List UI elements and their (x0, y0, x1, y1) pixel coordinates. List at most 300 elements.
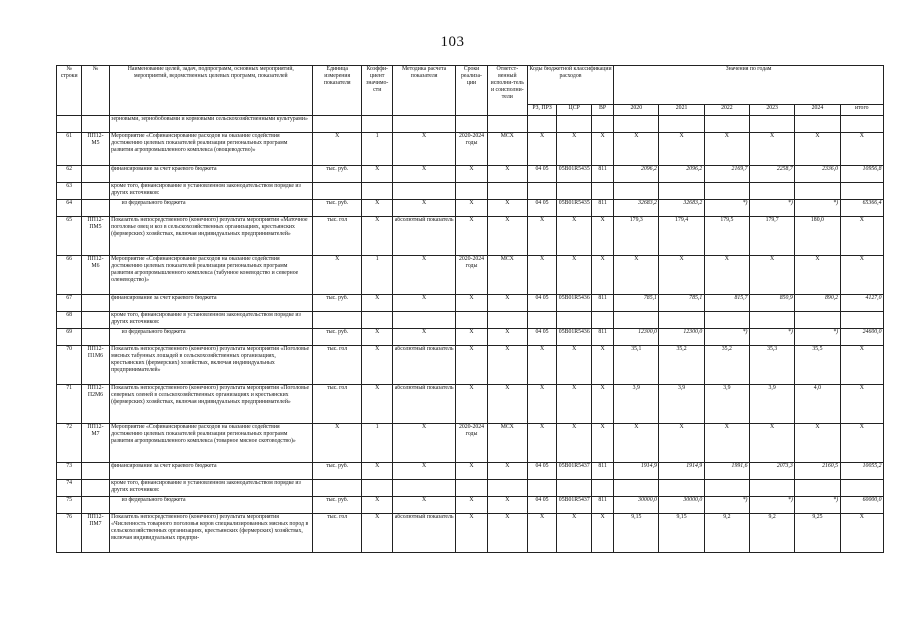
cell-responsible: X (487, 217, 527, 256)
cell-total (840, 312, 883, 329)
cell-term: X (456, 329, 488, 346)
cell-vr: 811 (592, 200, 614, 217)
cell-2023 (750, 312, 795, 329)
cell-row-number: 70 (57, 346, 82, 385)
cell-rz: X (527, 133, 556, 166)
header-values-by-year: Значения по годам (614, 66, 884, 105)
cell-2020: 1914,9 (614, 463, 659, 480)
cell-rz: X (527, 217, 556, 256)
cell-2020: 785,1 (614, 295, 659, 312)
cell-2020: 9,15 (614, 514, 659, 553)
cell-2023: 2258,7 (750, 166, 795, 183)
table-row (57, 480, 884, 497)
cell-method: X (393, 200, 456, 217)
cell-responsible: МСХ (487, 133, 527, 166)
cell-2021: 32683,2 (659, 200, 704, 217)
cell-csr: 05В01R5435 (557, 200, 592, 217)
header-year-2023: 2023 (750, 105, 795, 116)
cell-rz: X (527, 256, 556, 295)
cell-2023: 2073,3 (750, 463, 795, 480)
cell-2021: X (659, 424, 704, 463)
cell-csr (557, 312, 592, 329)
cell-code: ПП12-П1М6 (82, 346, 109, 385)
cell-code (82, 312, 109, 329)
cell-rz: 04 05 (527, 166, 556, 183)
cell-row-number: 65 (57, 217, 82, 256)
cell-method: X (393, 295, 456, 312)
cell-name: зерновыми, зернобобовыми и кормовыми сельскохозяйственными культурами» (109, 116, 312, 133)
cell-code (82, 329, 109, 346)
cell-2020: 179,3 (614, 217, 659, 256)
cell-unit: тыс. гол (312, 514, 362, 553)
cell-2023: 850,9 (750, 295, 795, 312)
table-row (57, 256, 884, 295)
cell-unit (312, 183, 362, 200)
table-body (57, 116, 884, 553)
table-row (57, 217, 884, 256)
cell-csr: X (557, 256, 592, 295)
cell-row-number (57, 116, 82, 133)
cell-total: 60000,0 (840, 497, 883, 514)
cell-2021: X (659, 133, 704, 166)
cell-vr: 811 (592, 463, 614, 480)
cell-coefficient (362, 480, 393, 497)
cell-2023: X (750, 424, 795, 463)
cell-name: финансирование за счет краевого бюджета (109, 295, 312, 312)
table-header (57, 66, 884, 116)
cell-method: абсолютный показатель (393, 385, 456, 424)
cell-name: из федерального бюджета (109, 497, 312, 514)
table-row (57, 346, 884, 385)
cell-code: ПП12-М6 (82, 256, 109, 295)
cell-coefficient: X (362, 497, 393, 514)
header-coefficient: Коэффи-циент значимо-сти (362, 66, 393, 116)
cell-coefficient: 1 (362, 424, 393, 463)
table-row (57, 166, 884, 183)
cell-2021: 2096,2 (659, 166, 704, 183)
cell-2023: *) (750, 329, 795, 346)
cell-2022: X (704, 424, 749, 463)
cell-vr: X (592, 256, 614, 295)
cell-unit: тыс. руб. (312, 329, 362, 346)
header-year-2020: 2020 (614, 105, 659, 116)
cell-code (82, 166, 109, 183)
cell-2022: 1991,6 (704, 463, 749, 480)
cell-2023: 179,7 (750, 217, 795, 256)
cell-2020: X (614, 133, 659, 166)
cell-2021 (659, 480, 704, 497)
cell-csr: 05В01R5437 (557, 463, 592, 480)
cell-total: 10055,2 (840, 463, 883, 480)
cell-vr: X (592, 133, 614, 166)
cell-responsible (487, 116, 527, 133)
cell-unit: тыс. руб. (312, 166, 362, 183)
cell-vr: X (592, 217, 614, 256)
cell-2022 (704, 312, 749, 329)
cell-coefficient: X (362, 217, 393, 256)
header-rz: РЗ, ПРЗ (527, 105, 556, 116)
cell-row-number: 62 (57, 166, 82, 183)
cell-total: X (840, 256, 883, 295)
cell-2022 (704, 183, 749, 200)
cell-2021 (659, 183, 704, 200)
header-code: № (82, 66, 109, 116)
cell-term: 2020-2024 годы (456, 424, 488, 463)
cell-responsible: X (487, 346, 527, 385)
cell-rz: 04 05 (527, 295, 556, 312)
cell-2024: 180,0 (795, 217, 840, 256)
cell-code (82, 183, 109, 200)
cell-row-number: 67 (57, 295, 82, 312)
cell-rz: 04 05 (527, 329, 556, 346)
cell-2022: 35,2 (704, 346, 749, 385)
cell-row-number: 69 (57, 329, 82, 346)
cell-2021: 9,15 (659, 514, 704, 553)
cell-total: X (840, 385, 883, 424)
cell-term: 2020-2024 годы (456, 133, 488, 166)
cell-code: ПП12-ПМ7 (82, 514, 109, 553)
cell-term (456, 312, 488, 329)
cell-2023: *) (750, 200, 795, 217)
cell-total: X (840, 514, 883, 553)
cell-rz: X (527, 385, 556, 424)
cell-2020 (614, 116, 659, 133)
cell-2024 (795, 312, 840, 329)
header-unit: Единица измерения показателя (312, 66, 362, 116)
cell-2020: 35,1 (614, 346, 659, 385)
cell-2024: 2160,5 (795, 463, 840, 480)
cell-total: X (840, 346, 883, 385)
cell-vr: X (592, 424, 614, 463)
cell-vr: X (592, 346, 614, 385)
table-row (57, 497, 884, 514)
cell-2024: 9,25 (795, 514, 840, 553)
cell-vr: 811 (592, 497, 614, 514)
cell-vr: X (592, 385, 614, 424)
cell-rz (527, 312, 556, 329)
cell-row-number: 66 (57, 256, 82, 295)
cell-name: из федерального бюджета (109, 200, 312, 217)
cell-method: абсолютный показатель (393, 217, 456, 256)
header-budget-codes: Коды бюджетной классификации расходов (527, 66, 613, 105)
cell-row-number: 63 (57, 183, 82, 200)
cell-method: X (393, 463, 456, 480)
cell-csr: X (557, 385, 592, 424)
cell-2020: 12300,0 (614, 329, 659, 346)
cell-responsible (487, 183, 527, 200)
program-indicators-table (56, 65, 884, 553)
cell-2021: 35,2 (659, 346, 704, 385)
cell-responsible: X (487, 295, 527, 312)
header-total: итого (840, 105, 883, 116)
cell-coefficient: X (362, 514, 393, 553)
cell-row-number: 75 (57, 497, 82, 514)
cell-unit: тыс. гол (312, 346, 362, 385)
header-responsible: Ответст-венный исполни-тель и соисполни-тели (487, 66, 527, 116)
cell-total: X (840, 217, 883, 256)
table-row (57, 116, 884, 133)
cell-2021 (659, 116, 704, 133)
cell-2020: 30000,0 (614, 497, 659, 514)
cell-2024: 4,0 (795, 385, 840, 424)
cell-2022: X (704, 256, 749, 295)
cell-csr: X (557, 133, 592, 166)
header-csr: ЦСР (557, 105, 592, 116)
cell-name: Показатель непосредственного (конечного) результата мероприятия «Маточное поголовье овец и коз в сельскохозяйственных организациях, крестьянских (фермерских) хозяйствах, включая индивидуальных предпринимателей» (109, 217, 312, 256)
cell-2022: *) (704, 200, 749, 217)
cell-2021: 1914,9 (659, 463, 704, 480)
cell-coefficient (362, 183, 393, 200)
cell-csr: 05В01R5436 (557, 329, 592, 346)
cell-responsible: X (487, 497, 527, 514)
cell-vr (592, 116, 614, 133)
cell-responsible: X (487, 200, 527, 217)
table-row (57, 514, 884, 553)
cell-2024: *) (795, 200, 840, 217)
cell-rz (527, 116, 556, 133)
cell-total: 4127,0 (840, 295, 883, 312)
cell-2024 (795, 116, 840, 133)
cell-2024: X (795, 133, 840, 166)
header-row-number: № строки (57, 66, 82, 116)
cell-2021: 785,1 (659, 295, 704, 312)
cell-unit: X (312, 424, 362, 463)
cell-rz: 04 05 (527, 497, 556, 514)
header-year-2021: 2021 (659, 105, 704, 116)
header-term: Сроки реализа-ции (456, 66, 488, 116)
cell-responsible: МСХ (487, 424, 527, 463)
cell-method: абсолютный показатель (393, 346, 456, 385)
cell-rz (527, 183, 556, 200)
cell-csr: X (557, 346, 592, 385)
cell-coefficient: 1 (362, 256, 393, 295)
cell-total (840, 116, 883, 133)
table-row (57, 385, 884, 424)
cell-name: кроме того, финансирование в установленном законодательством порядке из других источников: (109, 312, 312, 329)
cell-total: 65366,4 (840, 200, 883, 217)
cell-row-number: 74 (57, 480, 82, 497)
cell-code (82, 295, 109, 312)
cell-unit: X (312, 133, 362, 166)
cell-2023 (750, 116, 795, 133)
cell-2020 (614, 312, 659, 329)
cell-vr: 811 (592, 295, 614, 312)
cell-code: ПП12-П2М6 (82, 385, 109, 424)
cell-responsible: X (487, 385, 527, 424)
cell-unit: тыс. гол (312, 385, 362, 424)
cell-coefficient (362, 116, 393, 133)
cell-2023: *) (750, 497, 795, 514)
cell-code: ПП12-ПМ5 (82, 217, 109, 256)
cell-row-number: 76 (57, 514, 82, 553)
cell-code: ПП12-М5 (82, 133, 109, 166)
cell-2022: 815,7 (704, 295, 749, 312)
cell-code (82, 116, 109, 133)
table-row (57, 200, 884, 217)
header-name: Наименование целей, задач, подпрограмм, основных мероприятий, мероприятий, ведомственных целевых программ, показателей (109, 66, 312, 116)
cell-total (840, 183, 883, 200)
cell-method (393, 480, 456, 497)
cell-term: X (456, 463, 488, 480)
cell-total: X (840, 133, 883, 166)
cell-total: 24600,0 (840, 329, 883, 346)
cell-vr: 811 (592, 329, 614, 346)
cell-row-number: 71 (57, 385, 82, 424)
cell-term: X (456, 346, 488, 385)
cell-2020: 2096,2 (614, 166, 659, 183)
cell-2023: 35,3 (750, 346, 795, 385)
cell-2023: 3,9 (750, 385, 795, 424)
header-year-2024: 2024 (795, 105, 840, 116)
cell-unit: тыс. руб. (312, 200, 362, 217)
table-row (57, 183, 884, 200)
cell-2024: X (795, 256, 840, 295)
cell-2024 (795, 183, 840, 200)
cell-row-number: 61 (57, 133, 82, 166)
cell-vr: 811 (592, 166, 614, 183)
cell-responsible: X (487, 166, 527, 183)
cell-name: Показатель непосредственного (конечного) результата мероприятия «Поголовье северных оленей в сельскохозяйственных организациях и крестьянских (фермерских) хозяйствах, включая индивидуальных предпринимателей» (109, 385, 312, 424)
cell-2021: 179,4 (659, 217, 704, 256)
cell-term: 2020-2024 годы (456, 256, 488, 295)
header-method: Методика расчета показателя (393, 66, 456, 116)
cell-name: финансирование за счет краевого бюджета (109, 463, 312, 480)
cell-term (456, 183, 488, 200)
cell-responsible: МСХ (487, 256, 527, 295)
cell-vr (592, 183, 614, 200)
cell-method: X (393, 329, 456, 346)
cell-name: из федерального бюджета (109, 329, 312, 346)
cell-row-number: 73 (57, 463, 82, 480)
cell-total: X (840, 424, 883, 463)
cell-rz: X (527, 346, 556, 385)
cell-2020: X (614, 256, 659, 295)
cell-2023: X (750, 256, 795, 295)
cell-2021: 30000,0 (659, 497, 704, 514)
cell-term (456, 480, 488, 497)
table-row (57, 133, 884, 166)
cell-unit: X (312, 256, 362, 295)
cell-2022: X (704, 133, 749, 166)
cell-method: абсолютный показатель (393, 514, 456, 553)
cell-2024 (795, 480, 840, 497)
cell-2020: X (614, 424, 659, 463)
cell-coefficient: 1 (362, 133, 393, 166)
cell-2021: 3,9 (659, 385, 704, 424)
cell-2023 (750, 480, 795, 497)
cell-coefficient: X (362, 463, 393, 480)
cell-unit: тыс. руб. (312, 463, 362, 480)
cell-csr: X (557, 217, 592, 256)
cell-unit: тыс. руб. (312, 497, 362, 514)
cell-code (82, 200, 109, 217)
cell-csr (557, 183, 592, 200)
cell-row-number: 68 (57, 312, 82, 329)
cell-2020: 3,9 (614, 385, 659, 424)
cell-name: кроме того, финансирование в установленном законодательством порядке из других источников: (109, 183, 312, 200)
cell-responsible (487, 312, 527, 329)
cell-term (456, 116, 488, 133)
cell-2022: 3,9 (704, 385, 749, 424)
cell-2023: X (750, 133, 795, 166)
cell-term: X (456, 295, 488, 312)
cell-responsible (487, 480, 527, 497)
cell-name: Мероприятие «Софинансирование расходов на оказание содействия достижению целевых показателей реализации региональных программ развития агропромышленного комплекса (табунное коневодство и северное оленеводство)» (109, 256, 312, 295)
cell-total (840, 480, 883, 497)
cell-total: 10956,8 (840, 166, 883, 183)
cell-csr: X (557, 514, 592, 553)
cell-term: X (456, 497, 488, 514)
cell-unit: тыс. руб. (312, 295, 362, 312)
cell-unit (312, 480, 362, 497)
cell-vr: X (592, 514, 614, 553)
cell-unit (312, 312, 362, 329)
cell-rz (527, 480, 556, 497)
cell-unit (312, 116, 362, 133)
cell-rz: 04 05 (527, 463, 556, 480)
cell-2022: *) (704, 329, 749, 346)
table-row (57, 329, 884, 346)
cell-term: X (456, 514, 488, 553)
cell-name: Мероприятие «Софинансирование расходов на оказание содействия достижению целевых показателей реализации региональных программ развития агропромышленного комплекса (товарное мясное скотоводство)» (109, 424, 312, 463)
table-row (57, 312, 884, 329)
cell-vr (592, 312, 614, 329)
cell-name: Показатель непосредственного (конечного) результата мероприятия «Поголовье мясных табунных лошадей в сельскохозяйственных организациях, крестьянских (фермерских) хозяйствах, включая индивидуальных предпринимателей» (109, 346, 312, 385)
header-vr: ВР (592, 105, 614, 116)
cell-unit: тыс. гол (312, 217, 362, 256)
cell-2021: X (659, 256, 704, 295)
cell-2024: *) (795, 329, 840, 346)
cell-code (82, 463, 109, 480)
cell-name: финансирование за счет краевого бюджета (109, 166, 312, 183)
cell-term: X (456, 166, 488, 183)
cell-rz: 04 05 (527, 200, 556, 217)
cell-csr: 05В01R5437 (557, 497, 592, 514)
table-row (57, 463, 884, 480)
cell-2024: X (795, 424, 840, 463)
cell-vr (592, 480, 614, 497)
cell-term: X (456, 217, 488, 256)
cell-2022 (704, 116, 749, 133)
cell-rz: X (527, 514, 556, 553)
cell-method (393, 116, 456, 133)
cell-2024: 890,2 (795, 295, 840, 312)
cell-2024: 35,5 (795, 346, 840, 385)
cell-method: X (393, 497, 456, 514)
cell-coefficient: X (362, 200, 393, 217)
cell-coefficient (362, 312, 393, 329)
cell-2023 (750, 183, 795, 200)
page-number: 103 (440, 34, 465, 50)
cell-method: X (393, 166, 456, 183)
cell-2020: 32683,2 (614, 200, 659, 217)
cell-csr: 05В01R5435 (557, 166, 592, 183)
cell-row-number: 64 (57, 200, 82, 217)
cell-coefficient: X (362, 295, 393, 312)
cell-term: X (456, 200, 488, 217)
cell-row-number: 72 (57, 424, 82, 463)
cell-csr (557, 480, 592, 497)
cell-coefficient: X (362, 329, 393, 346)
cell-responsible: X (487, 329, 527, 346)
cell-2022: 9,2 (704, 514, 749, 553)
cell-csr (557, 116, 592, 133)
cell-coefficient: X (362, 166, 393, 183)
cell-coefficient: X (362, 346, 393, 385)
cell-2023: 9,2 (750, 514, 795, 553)
cell-name: Мероприятие «Софинансирование расходов на оказание содействия достижению целевых показателей реализации региональных программ развития агропромышленного комплекса (овощеводство)» (109, 133, 312, 166)
cell-method (393, 312, 456, 329)
